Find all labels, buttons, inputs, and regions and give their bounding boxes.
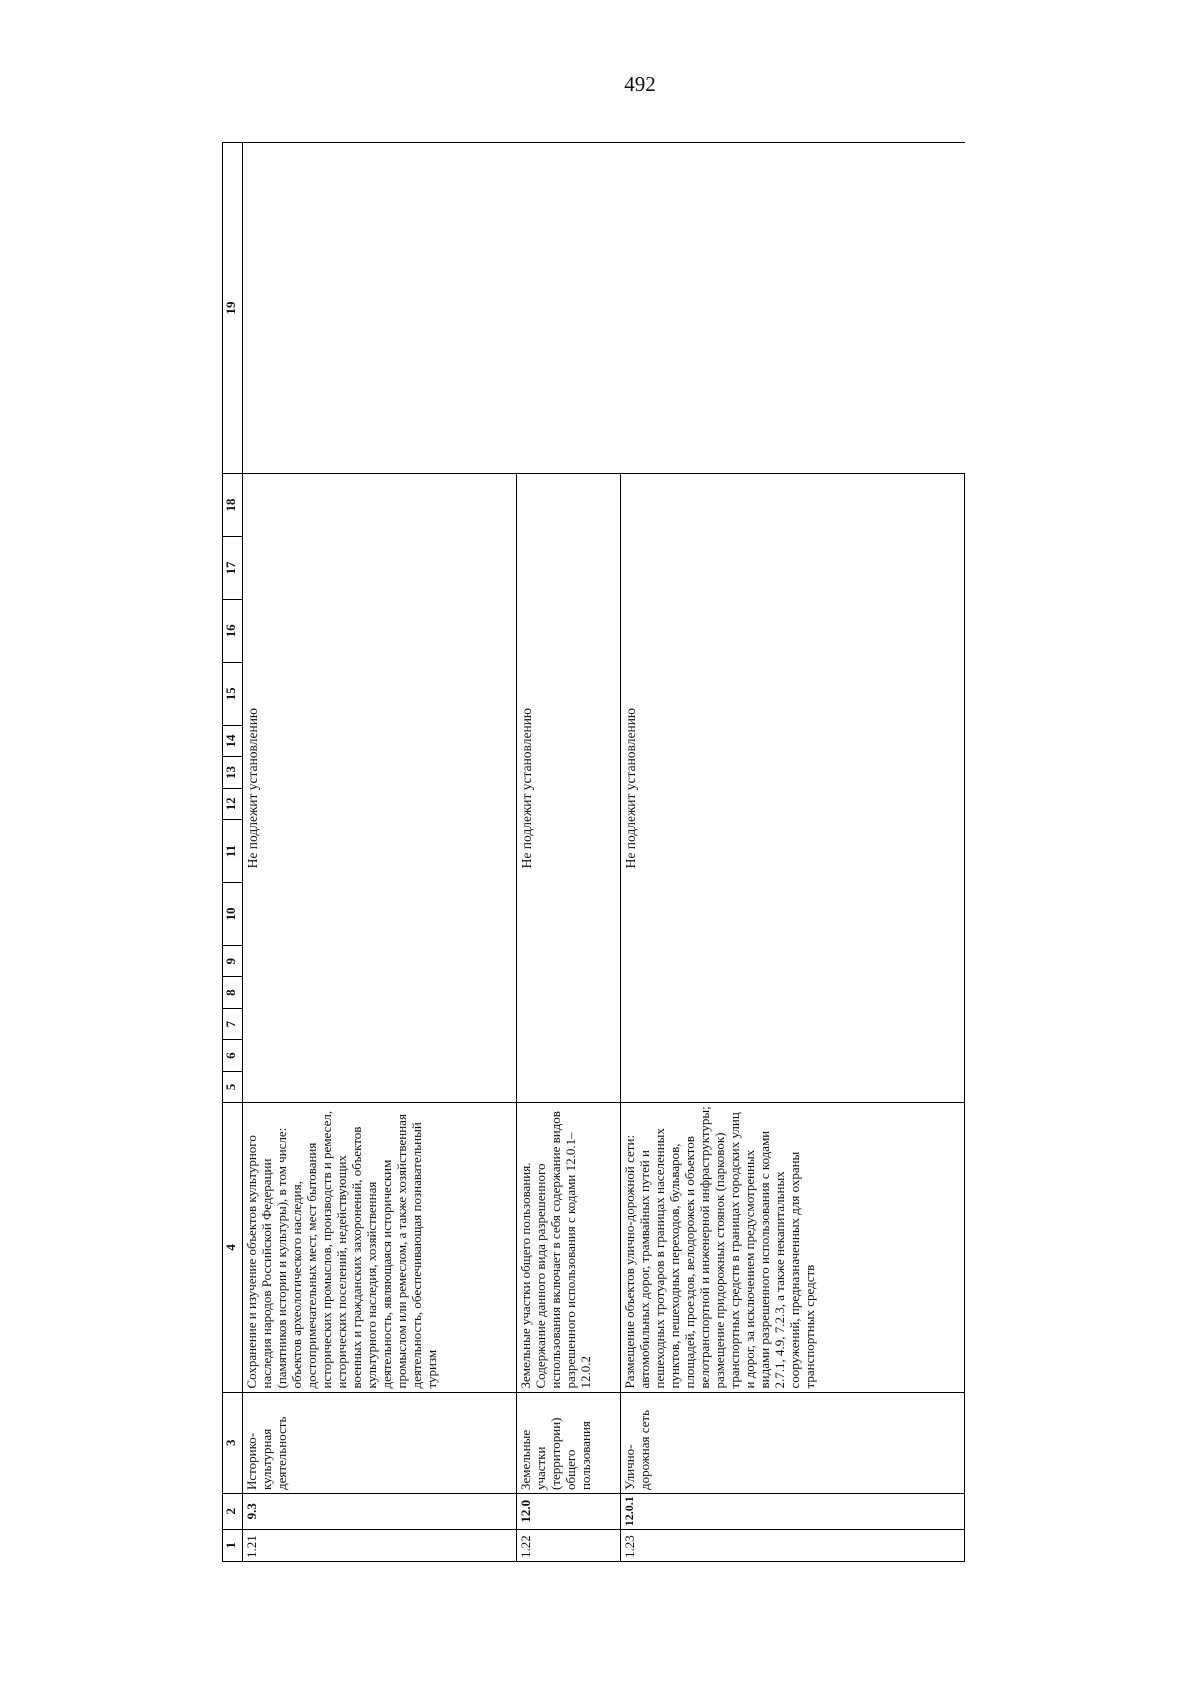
col-header: 14 bbox=[223, 725, 243, 756]
col-header: 7 bbox=[223, 1008, 243, 1039]
col-header: 17 bbox=[223, 537, 243, 600]
parameters-cell: Не подлежит установлению bbox=[243, 474, 517, 1103]
parameters-cell: Не подлежит установлению bbox=[621, 474, 965, 1103]
col-header: 4 bbox=[223, 1103, 243, 1392]
use-code: 12.0 bbox=[517, 1494, 621, 1530]
col-header: 12 bbox=[223, 788, 243, 819]
page-number: 492 bbox=[624, 72, 656, 96]
use-name: Улично-дорожная сеть bbox=[621, 1392, 965, 1494]
column-19-cell bbox=[243, 143, 965, 474]
col-header: 3 bbox=[223, 1392, 243, 1494]
use-name: Земельные участки (территории) общего пользования bbox=[517, 1392, 621, 1494]
col-header: 13 bbox=[223, 757, 243, 788]
row-number: 1.23 bbox=[621, 1529, 965, 1561]
row-number: 1.21 bbox=[243, 1529, 517, 1561]
col-header: 6 bbox=[223, 1040, 243, 1071]
table-row bbox=[243, 143, 517, 1562]
col-header: 19 bbox=[223, 143, 243, 474]
col-header: 16 bbox=[223, 599, 243, 662]
rotated-table-container bbox=[222, 142, 962, 1562]
col-header: 2 bbox=[223, 1494, 243, 1530]
col-header: 8 bbox=[223, 977, 243, 1008]
col-header: 1 bbox=[223, 1529, 243, 1561]
use-description: Земельные участки общего пользования. Содержание данного вида разрешенного использования включает в себя содержание видов разрешенного использования с кодами 12.0.1–12.0.2 bbox=[517, 1103, 621, 1392]
row-number: 1.22 bbox=[517, 1529, 621, 1561]
use-description: Размещение объектов улично-дорожной сети: автомобильных дорог, трамвайных путей и пешеходных тротуаров в границах населенных пунктов, пешеходных переходов, бульваров, площадей, проездов, велодорожек и объектов велотранспортной и инженерной инфраструктуры; размещение придорожных стоянок (парковок) транспортных средств в границах городских улиц и дорог, за исключением предусмотренных видами разрешенного использования с кодами 2.7.1, 4.9, 7.2.3, а также некапитальных сооружений, предназначенных для охраны транспортных средств bbox=[621, 1103, 965, 1392]
col-header: 10 bbox=[223, 883, 243, 946]
parameters-cell: Не подлежит установлению bbox=[517, 474, 621, 1103]
use-description: Сохранение и изучение объектов культурного наследия народов Российской Федерации (памятников истории и культуры), в том числе: объектов археологического наследия, достопримечательных мест, мест бытования исторических промыслов, производств и ремесел, исторических поселений, недействующих военных и гражданских захоронений, объектов культурного наследия, хозяйственная деятельность, являющаяся историческим промыслом или ремеслом, а также хозяйственная деятельность, обеспечивающая познавательный туризм bbox=[243, 1103, 517, 1392]
header-row bbox=[223, 143, 243, 1562]
use-code: 12.0.1 bbox=[621, 1494, 965, 1530]
col-header: 9 bbox=[223, 945, 243, 976]
col-header: 5 bbox=[223, 1071, 243, 1102]
col-header: 11 bbox=[223, 820, 243, 883]
use-code: 9.3 bbox=[243, 1494, 517, 1530]
use-name: Историко-культурная деятельность bbox=[243, 1392, 517, 1494]
col-header: 15 bbox=[223, 662, 243, 725]
land-use-table bbox=[222, 142, 965, 1562]
col-header: 18 bbox=[223, 474, 243, 537]
